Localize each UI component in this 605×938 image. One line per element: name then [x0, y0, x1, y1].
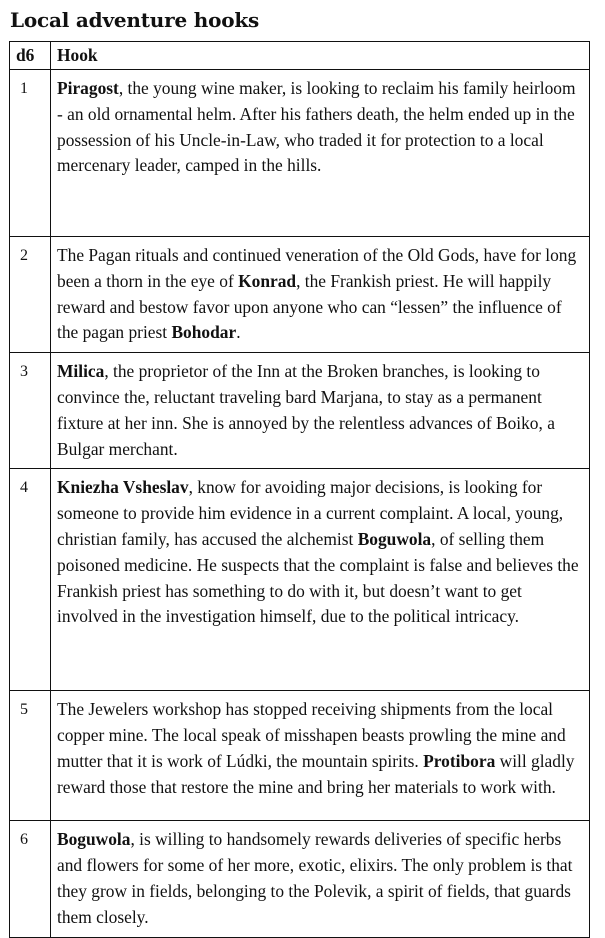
hook-text-segment: . — [236, 322, 241, 343]
hook-text — [51, 353, 590, 469]
hook-text-segment: , the young wine maker, is looking to reclaim his family heirloom - an old ornamental helm. After his fathers death, the helm ended up in the possession of his Uncle-in-Law, who traded it for protection to a local mercenary leader, camped in the hills. — [57, 78, 576, 176]
table-header-row — [10, 42, 590, 70]
hook-text — [51, 70, 590, 237]
hook-text-segment: , the Frankish priest. He will happily reward and bestow favor upon anyone who can “lessen” the influence of the pagan priest — [57, 270, 562, 343]
table-row — [10, 237, 590, 353]
npc-name: Kniezha Vsheslav — [57, 477, 189, 498]
roll-number: 5 — [10, 691, 51, 821]
roll-number: 3 — [10, 353, 51, 469]
adventure-hooks-table — [9, 41, 590, 938]
roll-number: 2 — [10, 237, 51, 353]
hook-text-segment: The Pagan rituals and continued veneration of the Old Gods, have for long been a thorn in the eye of — [57, 245, 577, 291]
table-row — [10, 691, 590, 821]
hook-text — [51, 469, 590, 691]
npc-name: Boguwola — [57, 829, 131, 850]
hook-text-segment: , of selling them poisoned medicine. He suspects that the complaint is false and believes the Frankish priest has something to do with it, but doesn’t want to get involved in the investigation himself, due to the political intricacy. — [57, 528, 579, 627]
section-title: Local adventure hooks — [10, 8, 260, 32]
roll-number: 6 — [10, 821, 51, 937]
column-header-die: d6 — [10, 42, 51, 70]
npc-name: Milica — [57, 361, 105, 382]
hook-text — [51, 237, 590, 353]
hook-text-segment: The Jewelers workshop has stopped receiving shipments from the local copper mine. The local speak of misshapen beasts prowling the mine and mutter that it is work of Lúdki, the mountain spirits. — [57, 699, 566, 771]
table-row — [10, 469, 590, 691]
npc-name: Bohodar — [171, 322, 237, 343]
table-row — [10, 70, 590, 237]
hook-text — [51, 821, 590, 937]
hook-text — [51, 691, 590, 821]
hook-text-segment: , is willing to handsomely rewards deliveries of specific herbs and flowers for some of her more, exotic, elixirs. The only problem is that they grow in fields, belonging to the Polevik, a spirit of fields, that guards them closely. — [57, 829, 573, 927]
roll-number: 4 — [10, 469, 51, 691]
npc-name: Boguwola — [357, 528, 432, 549]
hook-text-segment: , the proprietor of the Inn at the Broken branches, is looking to convince the, reluctant traveling bard Marjana, to stay as a permanent fixture at her inn. She is annoyed by the relentless advances of Boiko, a Bulgar merchant. — [57, 361, 555, 459]
table-row — [10, 353, 590, 469]
npc-name: Konrad — [238, 270, 297, 291]
hook-text-segment: , know for avoiding major decisions, is looking for someone to provide him evidence in a current complaint. A local, young, christian family, has accused the alchemist — [57, 477, 564, 549]
roll-number: 1 — [10, 70, 51, 237]
npc-name: Piragost — [57, 78, 119, 98]
table-row — [10, 821, 590, 937]
hook-text-segment: will gladly reward those that restore the mine and bring her materials to work with. — [57, 750, 575, 797]
npc-name: Protibora — [423, 750, 496, 771]
column-header-hook: Hook — [51, 42, 590, 70]
